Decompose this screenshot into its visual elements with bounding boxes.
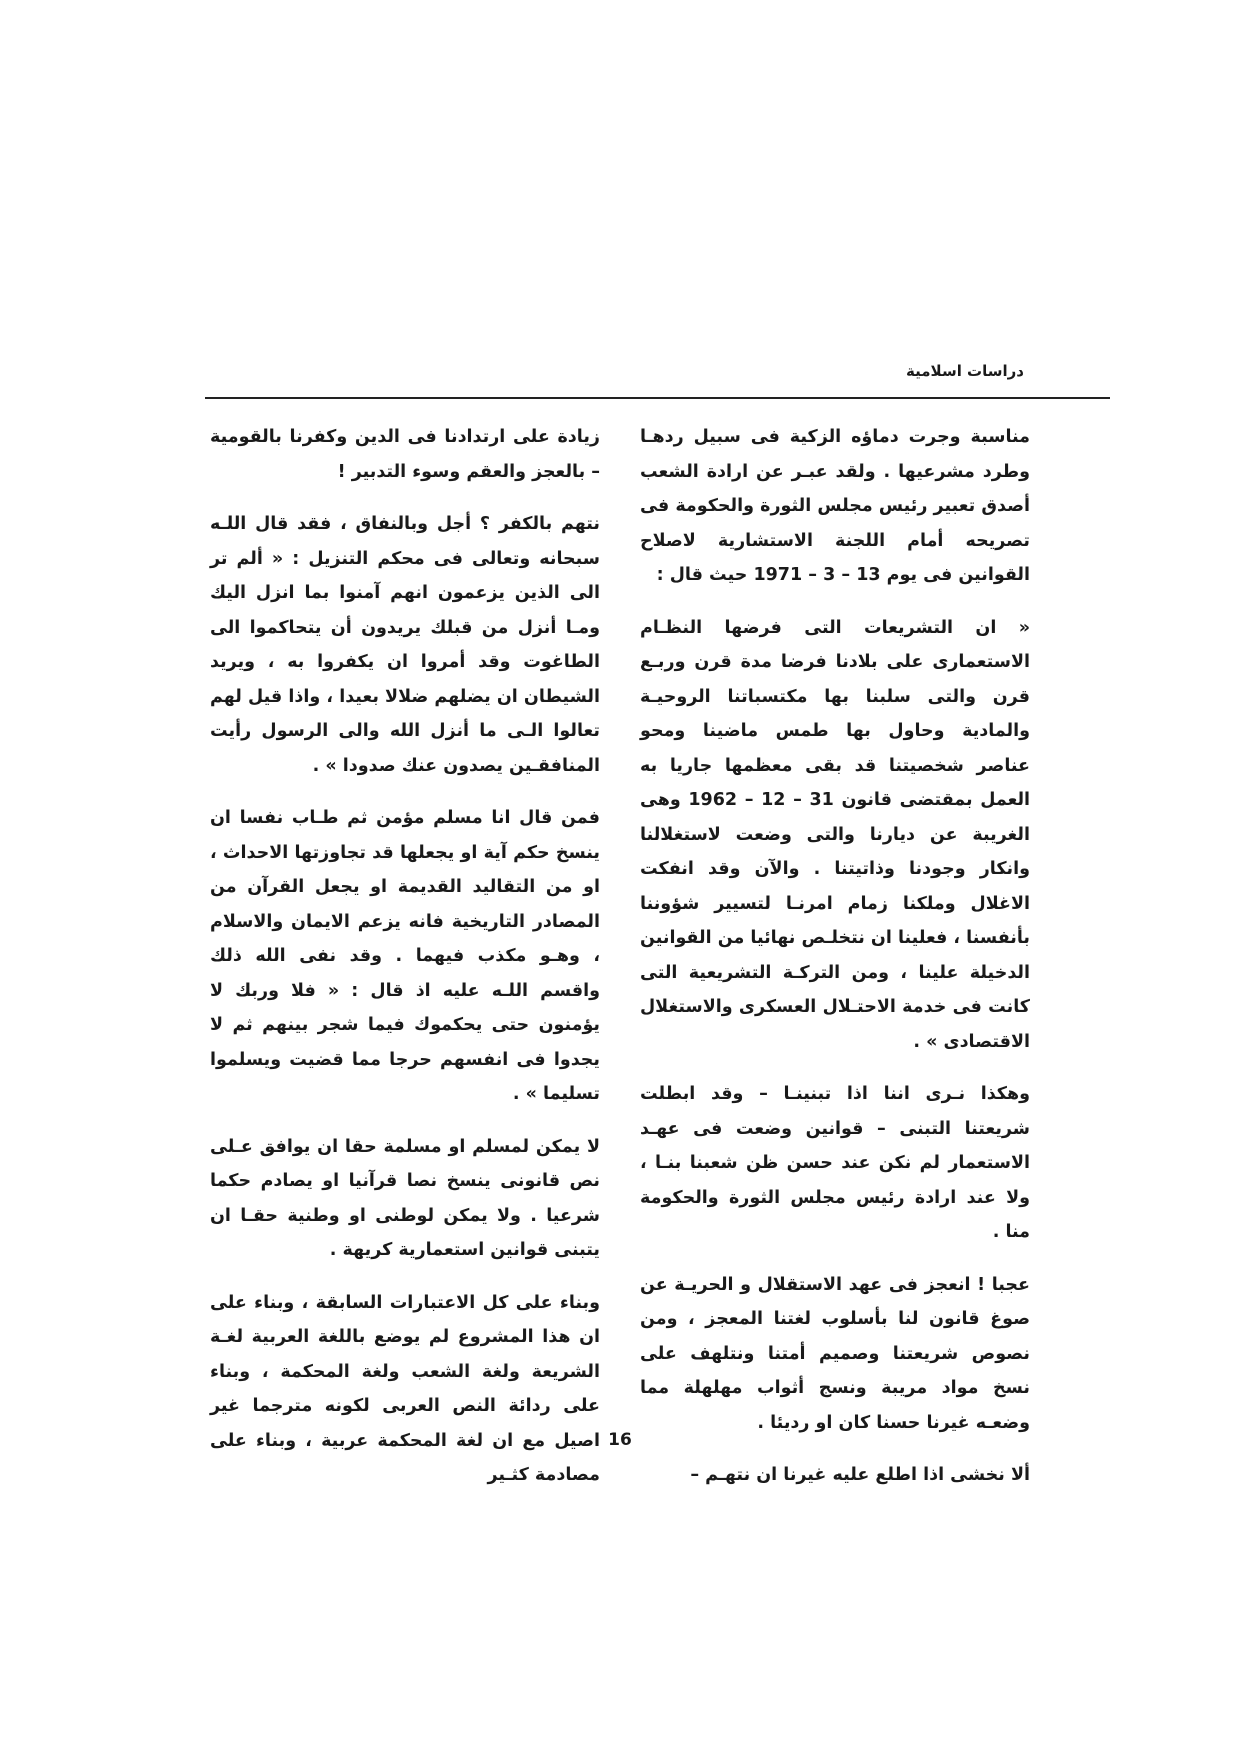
paragraph: زيادة على ارتدادنا فى الدين وكفرنا بالقومية – بالعجز والعقم وسوء التدبير ! — [210, 427, 600, 482]
right-column — [640, 420, 1030, 1511]
paragraph: لا يمكن لمسلم او مسلمة حقا ان يوافق عـلى نص قانونى ينسخ نصا قرآنيا او يصادم حكما شرعيا . ولا يمكن لوطنى او وطنية حقـا ان يتبنى قوانين استعمارية كريهة . — [210, 1136, 600, 1260]
paragraph: وبناء على كل الاعتبارات السابقة ، وبناء على ان هذا المشروع لم يوضع باللغة العربية لغـة الشريعة ولغة الشعب ولغة المحكمة ، وبناء على ردائة النص العربى لكونه مترجما غير اصيل مع ان لغة المحكمة عربية ، وبناء على مصادمة كثـير — [210, 1292, 600, 1485]
paragraph: مناسبة وجرت دماؤه الزكية فى سبيل ردهـا وطرد مشرعيها . ولقد عبـر عن ارادة الشعب أصدق تعبير رئيس مجلس الثورة والحكومة فى تصريحه أمام اللجنة الاستشارية لاصلاح القوانين فى يوم 13 – 3 – 1971 حيث قال : — [640, 427, 1030, 585]
paragraph: فمن قال انا مسلم مؤمن ثم طـاب نفسا ان ينسخ حكم آية او يجعلها قد تجاوزتها الاحداث ، او من التقاليد القديمة او يجعل القرآن من المصادر التاريخية فانه يزعم الايمان والاسلام ، وهـو مكذب فيهما . وقد نفى الله ذلك واقسم اللـه عليه اذ قال : « فلا وربك لا يؤمنون حتى يحكموك فيما شجر بينهم ثم لا يجدوا فى انفسهم حرجا مما قضيت ويسلموا تسليما » . — [210, 808, 600, 1104]
paragraph: ألا نخشى اذا اطلع عليه غيرنا ان نتهـم – — [690, 1465, 1030, 1485]
left-column — [210, 420, 600, 1511]
paragraph: نتهم بالكفر ؟ أجل وبالنفاق ، فقد قال اللـه سبحانه وتعالى فى محكم التنزيل : « ألم تر الى الذين يزعمون انهم آمنوا بما انزل اليك ومـا أنزل من قبلك يريدون أن يتحاكموا الى الطاغوت وقد أمروا ان يكفروا به ، ويريد الشيطان ان يضلهم ضلالا بعيدا ، واذا قيل لهم تعالوا الـى ما أنزل الله والى الرسول رأيت المنافقـين يصدون عنك صدودا » . — [210, 514, 600, 776]
paragraph: « ان التشريعات التى فرضها النظـام الاستعمارى على بلادنا فرضا مدة قرن وربـع قرن والتى سلبنا بها مكتسباتنا الروحيـة والمادية وحاول بها طمس ماضينا ومحو عناصر شخصيتنا قد بقى معظمها جاريا به العمل بمقتضى قانون 31 – 12 – 1962 وهى الغريبة عن ديارنا والتى وضعت لاستغلالنا وانكار وجودنا وذاتيتنا . والآن وقد انفكت الاغلال وملكنا زمام امرنـا لتسيير شؤوننا بأنفسنا ، فعلينا ان نتخلـص نهائيا من القوانين الدخيلة علينا ، ومن التركـة التشريعية التى كانت فى خدمة الاحتـلال العسكرى والاستغلال الاقتصادى » . — [640, 617, 1031, 1052]
paragraph: وهكذا نـرى اننا اذا تبنينـا – وقد ابطلت شريعتنا التبنى – قوانين وضعت فى عهـد الاستعمار لم نكن عند حسن ظن شعبنا بنـا ، ولا عند ارادة رئيس مجلس الثورة والحكومة منا . — [640, 1084, 1030, 1242]
running-header-title: دراسات اسلامية — [906, 362, 1024, 380]
paragraph: عجبا ! انعجز فى عهد الاستقلال و الحريـة عن صوغ قانون لنا بأسلوب لغتنا المعجز ، ومن نصوص شريعتنا وصميم أمتنا ونتلهف على نسخ مواد مريبة ونسج أثواب مهلهلة مما وضعـه غيرنا حسنا كان او رديئا . — [640, 1274, 1030, 1433]
header-divider — [205, 397, 1110, 399]
page-number: 16 — [608, 1430, 632, 1450]
